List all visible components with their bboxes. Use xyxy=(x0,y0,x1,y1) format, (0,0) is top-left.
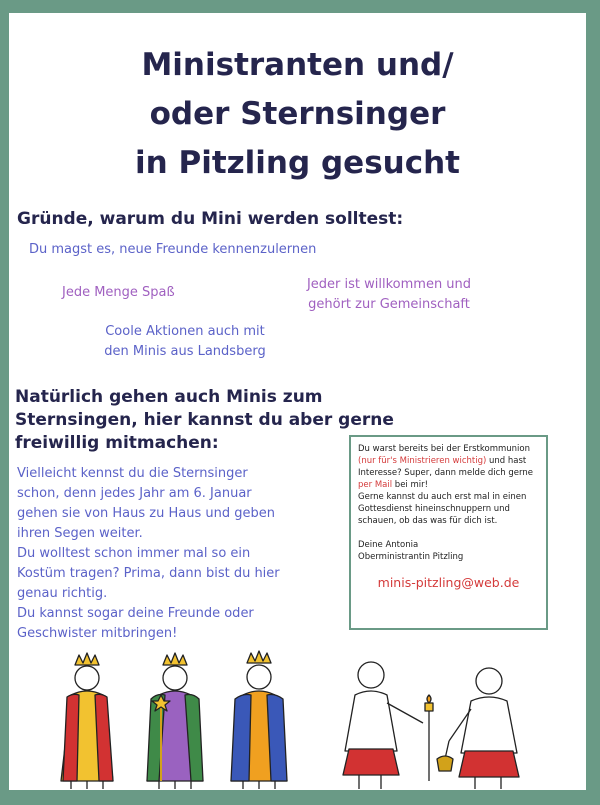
reasons-heading: Gründe, warum du Mini werden solltest: xyxy=(17,209,404,229)
title-line-2: oder Sternsinger xyxy=(149,96,446,132)
king-figure-red xyxy=(61,653,113,789)
reason-actions-line-1: Coole Aktionen auch mit xyxy=(105,324,265,339)
sternsingen-line: gehen sie von Haus zu Haus und geben xyxy=(17,506,275,521)
contact-intro-part: und hast Interesse? Super, dann melde dich gerne xyxy=(358,456,533,478)
reason-welcome-line-2: gehört zur Gemeinschaft xyxy=(308,297,470,312)
sternsingen-text xyxy=(17,464,280,644)
title-line-3: in Pitzling gesucht xyxy=(134,145,460,181)
king-figure-blue xyxy=(231,651,287,789)
sternsingen-line: Du wolltest schon immer mal so ein xyxy=(17,546,251,561)
sternsingen-line: ihren Segen weiter. xyxy=(17,526,143,541)
reason-friends: Du magst es, neue Freunde kennenzulernen xyxy=(29,242,317,257)
reason-fun: Jede Menge Spaß xyxy=(62,285,175,300)
sternsingen-line: schon, denn jedes Jahr am 6. Januar xyxy=(17,486,252,501)
sternsingen-line: Du kannst sogar deine Freunde oder xyxy=(17,606,254,621)
contact-mail-hint: per Mail xyxy=(358,480,393,490)
king-figure-purple xyxy=(147,653,203,789)
poster-title xyxy=(9,41,586,188)
title-line-1: Ministranten und/ xyxy=(141,47,454,83)
contact-intro xyxy=(358,443,539,491)
reason-welcome xyxy=(299,275,479,315)
reason-actions-line-2: den Minis aus Landsberg xyxy=(104,344,266,359)
contact-role: Oberministrantin Pitzling xyxy=(358,552,464,562)
sternsingen-heading-line-1: Natürlich gehen auch Minis zum xyxy=(15,387,323,407)
sternsingen-line: Geschwister mitbringen! xyxy=(17,626,178,641)
sternsingen-heading xyxy=(15,386,394,455)
sternsingen-heading-line-2: Sternsingen, hier kannst du aber gerne xyxy=(15,410,394,430)
altar-server-figure-2 xyxy=(437,668,519,789)
reason-actions xyxy=(95,322,275,362)
sternsingen-line: Vielleicht kennst du die Sternsinger xyxy=(17,466,248,481)
sternsingen-line: genau richtig. xyxy=(17,586,108,601)
contact-signature: Deine Antonia xyxy=(358,540,419,550)
altar-server-figure-1 xyxy=(343,662,433,789)
contact-note: (nur für's Ministrieren wichtig) xyxy=(358,456,487,466)
reason-welcome-line-1: Jeder ist willkommen und xyxy=(306,277,472,292)
illustration-figures xyxy=(9,641,586,790)
sternsingen-heading-line-3: freiwillig mitmachen: xyxy=(15,433,219,453)
contact-email-link[interactable]: minis-pitzling@web.de xyxy=(377,575,520,590)
contact-intro-part: Du warst bereits bei der Erstkommunion xyxy=(358,444,530,454)
contact-box xyxy=(349,435,548,630)
contact-try-text: Gerne kannst du auch erst mal in einen Gottesdienst hineinschnuppern und schauen, ob das was für dich ist. xyxy=(358,492,527,526)
poster-sheet xyxy=(9,13,586,790)
sternsingen-line: Kostüm tragen? Prima, dann bist du hier xyxy=(17,566,280,581)
contact-intro-part: bei mir! xyxy=(392,480,429,490)
